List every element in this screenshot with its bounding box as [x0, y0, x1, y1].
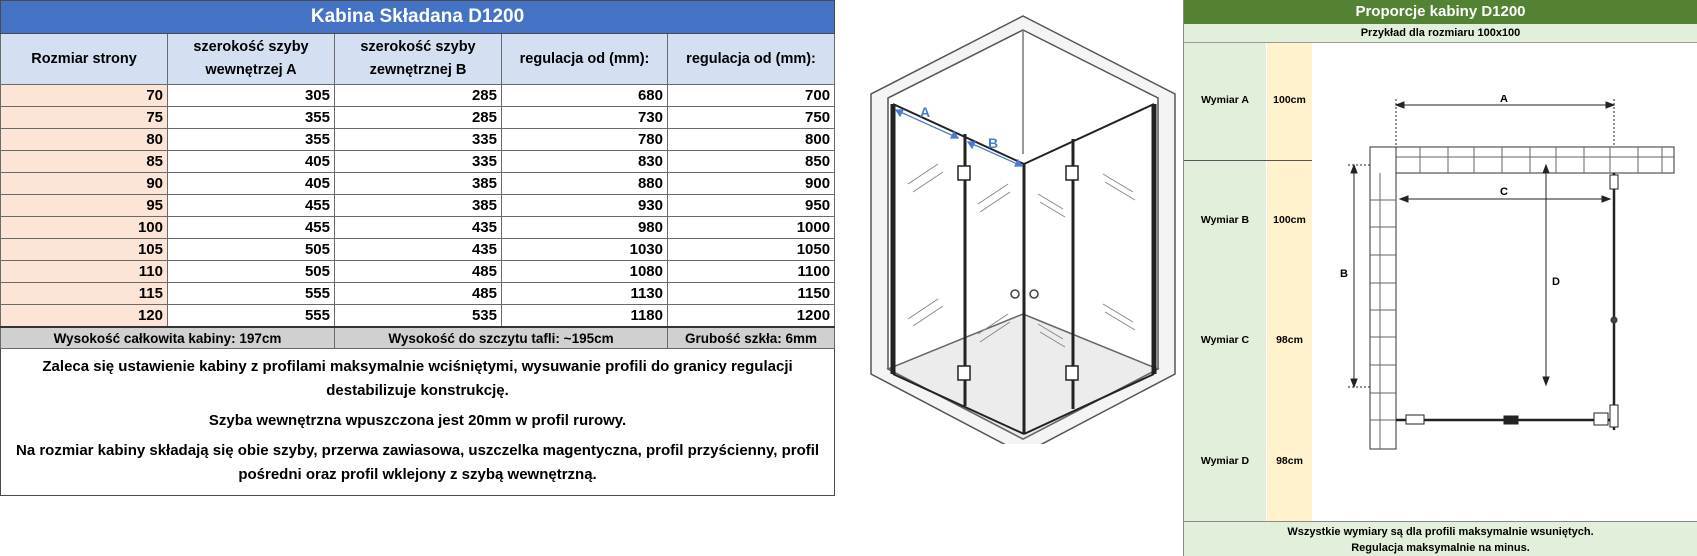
header-regulation-min: regulacja od (mm):	[502, 34, 668, 85]
proportions-subtitle: Przykład dla rozmiaru 100x100	[1184, 24, 1697, 43]
cell-reg-to: 1000	[668, 217, 835, 239]
cell-size: 90	[1, 173, 168, 195]
cell-reg-from: 830	[502, 151, 668, 173]
cell-outer: 285	[335, 85, 502, 107]
cell-inner: 355	[168, 107, 335, 129]
cell-size: 80	[1, 129, 168, 151]
table-row	[1, 151, 835, 173]
cell-outer: 385	[335, 195, 502, 217]
total-height-note: Wysokość całkowita kabiny: 197cm	[1, 327, 335, 349]
cell-size: 85	[1, 151, 168, 173]
cell-reg-to: 750	[668, 107, 835, 129]
dimension-label: Wymiar B	[1200, 214, 1250, 226]
header-outer-glass: szerokość szyby zewnętrznej B	[335, 34, 502, 85]
cell-inner: 355	[168, 129, 335, 151]
cell-size: 100	[1, 217, 168, 239]
cell-reg-from: 680	[502, 85, 668, 107]
cell-reg-from: 880	[502, 173, 668, 195]
cell-outer: 435	[335, 217, 502, 239]
header-size: Rozmiar strony	[1, 34, 168, 85]
cell-size: 115	[1, 283, 168, 305]
cell-inner: 405	[168, 173, 335, 195]
cell-size: 70	[1, 85, 168, 107]
cell-reg-to: 1100	[668, 261, 835, 283]
cell-inner: 455	[168, 195, 335, 217]
dimension-label: Wymiar A	[1201, 94, 1249, 106]
table-row	[1, 85, 835, 107]
cell-outer: 335	[335, 129, 502, 151]
cell-reg-from: 780	[502, 129, 668, 151]
dimension-label: Wymiar D	[1200, 455, 1250, 467]
cell-inner: 405	[168, 151, 335, 173]
cell-size: 75	[1, 107, 168, 129]
cell-reg-from: 1080	[502, 261, 668, 283]
plan-label-d: D	[1552, 276, 1560, 288]
notes-row	[1, 349, 835, 496]
cell-inner: 505	[168, 261, 335, 283]
cell-reg-to: 800	[668, 129, 835, 151]
cell-outer: 385	[335, 173, 502, 195]
table-footer-row	[1, 327, 835, 349]
cell-reg-from: 730	[502, 107, 668, 129]
drawing-label-b: B	[988, 135, 999, 151]
dimension-separator	[1184, 160, 1312, 161]
cell-reg-to: 700	[668, 85, 835, 107]
cell-inner: 455	[168, 217, 335, 239]
cell-reg-from: 1130	[502, 283, 668, 305]
cell-reg-to: 900	[668, 173, 835, 195]
drawing-label-a: A	[920, 104, 931, 120]
table-row	[1, 305, 835, 328]
table-row	[1, 261, 835, 283]
table-row	[1, 195, 835, 217]
proportions-panel	[1183, 0, 1697, 556]
plan-label-a: A	[1500, 95, 1508, 105]
cell-size: 110	[1, 261, 168, 283]
footer-line-1: Wszystkie wymiary są dla profili maksymalnie wsuniętych.	[1287, 526, 1594, 538]
header-regulation-max: regulacja od (mm):	[668, 34, 835, 85]
glass-top-height-note: Wysokość do szczytu tafli: ~195cm	[335, 327, 668, 349]
header-inner-glass: szerokość szyby wewnętrzej A	[168, 34, 335, 85]
glass-thickness-note: Grubość szkła: 6mm	[668, 327, 835, 349]
cell-outer: 435	[335, 239, 502, 261]
table-row	[1, 173, 835, 195]
cell-reg-to: 1200	[668, 305, 835, 328]
cabin-isometric-drawing	[868, 14, 1180, 444]
dimension-label: Wymiar C	[1200, 334, 1250, 346]
cell-inner: 555	[168, 283, 335, 305]
table-row	[1, 239, 835, 261]
dimension-label-column	[1184, 43, 1266, 521]
cell-reg-from: 1030	[502, 239, 668, 261]
cell-reg-from: 1180	[502, 305, 668, 328]
cell-reg-from: 980	[502, 217, 668, 239]
dimension-value: 98cm	[1276, 455, 1303, 467]
cell-inner: 305	[168, 85, 335, 107]
table-row	[1, 283, 835, 305]
cell-inner: 505	[168, 239, 335, 261]
plan-label-c: C	[1500, 186, 1508, 198]
cabin-plan-drawing	[1324, 95, 1694, 465]
table-row	[1, 107, 835, 129]
cell-outer: 285	[335, 107, 502, 129]
cell-reg-to: 950	[668, 195, 835, 217]
cell-size: 105	[1, 239, 168, 261]
cell-size: 95	[1, 195, 168, 217]
dimension-value-column	[1267, 43, 1312, 521]
footer-line-2: Regulacja maksymalnie na minus.	[1351, 542, 1530, 554]
note-inner-glass: Szyba wewnętrzna wpuszczona jest 20mm w profil rurowy.	[208, 412, 627, 429]
cell-reg-to: 850	[668, 151, 835, 173]
note-size-composition: Na rozmiar kabiny składają się obie szyby, przerwa zawiasowa, uszczelka magentyczna, profil przyścienny, profil pośredni oraz profil wklejony z szybą wewnętrzną.	[15, 442, 820, 483]
dimension-value: 98cm	[1276, 334, 1303, 346]
cell-reg-from: 930	[502, 195, 668, 217]
proportions-footer	[1184, 521, 1697, 556]
plan-label-b: B	[1340, 268, 1348, 280]
proportions-title: Proporcje kabiny D1200	[1184, 0, 1697, 24]
cell-inner: 555	[168, 305, 335, 328]
cell-size: 120	[1, 305, 168, 328]
dimension-value: 100cm	[1273, 214, 1306, 226]
table-row	[1, 129, 835, 151]
cell-outer: 335	[335, 151, 502, 173]
cell-reg-to: 1050	[668, 239, 835, 261]
cell-outer: 485	[335, 261, 502, 283]
note-profiles: Zaleca się ustawienie kabiny z profilami maksymalnie wciśniętymi, wysuwanie profili do granicy regulacji destabilizuje konstrukcję.	[42, 358, 793, 399]
spec-table	[0, 0, 835, 496]
cell-outer: 485	[335, 283, 502, 305]
table-title: Kabina Składana D1200	[1, 1, 835, 34]
notes-cell	[1, 349, 835, 496]
cell-reg-to: 1150	[668, 283, 835, 305]
dimension-value: 100cm	[1273, 94, 1306, 106]
table-header-row	[1, 34, 835, 85]
table-row	[1, 217, 835, 239]
cell-outer: 535	[335, 305, 502, 328]
